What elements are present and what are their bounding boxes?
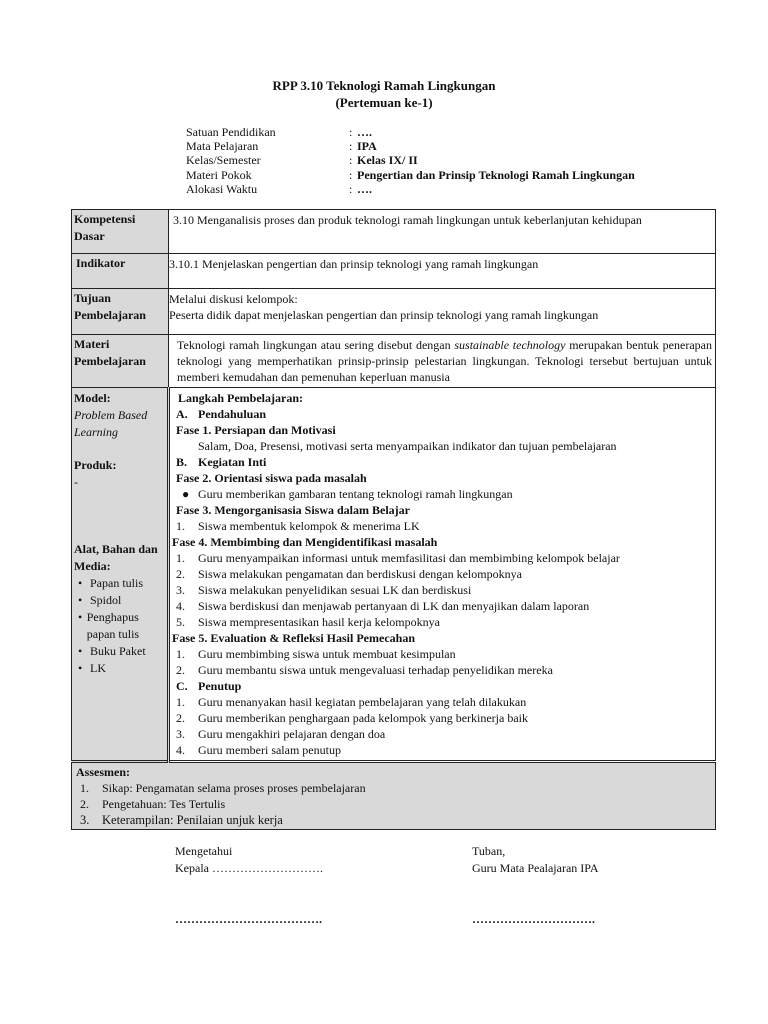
list-item: 1. Siswa membentuk kelompok & menerima LK [176, 519, 420, 533]
signature-right-line2: Guru Mata Pealajaran IPA [472, 861, 599, 875]
section-b: B. Kegiatan Inti [176, 455, 267, 469]
signature-right-line1: Tuban, [472, 844, 506, 858]
list-item: 2. Guru membantu siswa untuk mengevaluasi terhadap penyelidikan mereka [176, 663, 553, 677]
label-tujuan: Tujuan Pembelajaran [72, 289, 169, 335]
label-indikator: Indikator [72, 254, 169, 289]
document-subtitle: (Pertemuan ke-1) [335, 95, 433, 110]
list-item: • Spidol [78, 593, 122, 607]
materi-text: Teknologi ramah lingkungan atau sering disebut dengan sustainable technology merupakan bentuk penerapan teknologi yang memperhatikan prinsip-prinsip pelestarian lingkungan. Teknologi tersebut bertujuan untuk memberi kemudahan dan pemenuhan keperluan manusia [169, 335, 716, 388]
list-item: 3. Siswa melakukan penyelidikan sesuai LK dan berdiskusi [176, 583, 472, 597]
langkah-title: Langkah Pembelajaran: [178, 391, 304, 405]
info-row-alokasi: Alokasi Waktu : …. [186, 181, 372, 196]
list-item: 1. Guru menyampaikan informasi untuk memfasilitasi dan membimbing kelompok belajar [176, 551, 620, 565]
list-item: • Buku Paket [78, 644, 146, 658]
row-materi [72, 335, 716, 388]
produk-value: - [74, 475, 78, 489]
list-item: 1. Sikap: Pengamatan selama proses proses pembelajaran [80, 781, 366, 795]
fase1-text: Salam, Doa, Presensi, motivasi serta menyampaikan indikator dan tujuan pembelajaran [198, 439, 617, 453]
section-a: A. Pendahuluan [176, 407, 267, 421]
row-assesmen [72, 762, 716, 830]
tujuan-line2: Peserta didik dapat menjelaskan pengertian dan prinsip teknologi yang ramah lingkungan [169, 308, 599, 322]
document-title: RPP 3.10 Teknologi Ramah Lingkungan [272, 78, 496, 93]
fase1-title: Fase 1. Persiapan dan Motivasi [176, 423, 336, 437]
label-materi: Materi Pembelajaran [72, 335, 169, 388]
list-item: 3. Guru mengakhiri pelajaran dengan doa [176, 727, 386, 741]
fase4-title: Fase 4. Membimbing dan Mengidentifikasi masalah [172, 535, 438, 549]
signature-left-line2: Kepala ………………………. [175, 861, 323, 875]
indikator-text: 3.10.1 Menjelaskan pengertian dan prinsip teknologi yang ramah lingkungan [169, 254, 716, 289]
list-item: 2. Guru memberikan penghargaan pada kelompok yang berkinerja baik [176, 711, 528, 725]
list-item: 4. Guru memberi salam penutup [176, 743, 341, 757]
assesmen-label: Assesmen: [76, 765, 130, 779]
row-kompetensi-dasar [72, 210, 716, 254]
model-label: Model: [74, 391, 111, 405]
info-block [186, 125, 635, 196]
fase2-title: Fase 2. Orientasi siswa pada masalah [176, 471, 367, 485]
signature-right [472, 843, 599, 877]
assesmen-cell [72, 762, 716, 830]
label-kompetensi-dasar: Kompetensi Dasar [72, 210, 169, 254]
assesmen-list [76, 780, 711, 828]
tujuan-line1: Melalui diskusi kelompok: [169, 292, 298, 306]
signature-left-line1: Mengetahui [175, 844, 233, 858]
model-value: Problem Based Learning [74, 408, 148, 439]
info-row-mapel: Mata Pelajaran : IPA [186, 139, 377, 154]
rpp-table [71, 209, 716, 830]
kompetensi-dasar-text: 3.10 Menganalisis proses dan produk teknologi ramah lingkungan untuk keberlanjutan kehidupan [169, 210, 716, 254]
list-item: 4. Siswa berdiskusi dan menjawab pertanyaan di LK dan menyajikan dalam laporan [176, 599, 590, 613]
row-langkah [72, 388, 716, 762]
produk-label: Produk: [74, 458, 117, 472]
list-item: ● Guru memberikan gambaran tentang teknologi ramah lingkungan [182, 487, 513, 501]
fase3-title: Fase 3. Mengorganisasia Siswa dalam Belajar [176, 503, 410, 517]
fase5-title: Fase 5. Evaluation & Refleksi Hasil Pemecahan [172, 631, 415, 645]
signature-right-dots: …………………………. [472, 912, 595, 926]
section-c: C. Penutup [176, 679, 242, 693]
list-item: 2. Siswa melakukan pengamatan dan berdiskusi dengan kelompoknya [176, 567, 522, 581]
list-item: 2. Pengetahuan: Tes Tertulis [80, 797, 226, 811]
langkah-cell [169, 388, 716, 762]
list-item: • Papan tulis [78, 576, 143, 590]
list-item: 1. Guru menanyakan hasil kegiatan pembelajaran yang telah dilakukan [176, 695, 527, 709]
list-item: 3. Keterampilan: Penilaian unjuk kerja [80, 813, 283, 827]
signature-left-dots: ………………………………. [175, 912, 322, 926]
list-item: 1. Guru membimbing siswa untuk membuat kesimpulan [176, 647, 456, 661]
row-indikator [72, 254, 716, 289]
signature-left [175, 843, 323, 877]
info-row-satuan: Satuan Pendidikan : …. [186, 125, 372, 139]
info-row-materi: Materi Pokok : Pengertian dan Prinsip Teknologi Ramah Lingkungan [186, 167, 635, 182]
side-info [72, 388, 169, 762]
info-row-kelas: Kelas/Semester : Kelas IX/ II [186, 153, 418, 168]
list-item: 5. Siswa mempresentasikan hasil kerja kelompoknya [176, 615, 440, 629]
alat-list [74, 575, 165, 677]
alat-label: Alat, Bahan dan Media: [74, 542, 158, 573]
row-tujuan [72, 289, 716, 335]
list-item: • Penghapus papan tulis [78, 610, 140, 641]
tujuan-cell [169, 289, 716, 335]
list-item: • LK [78, 661, 106, 675]
